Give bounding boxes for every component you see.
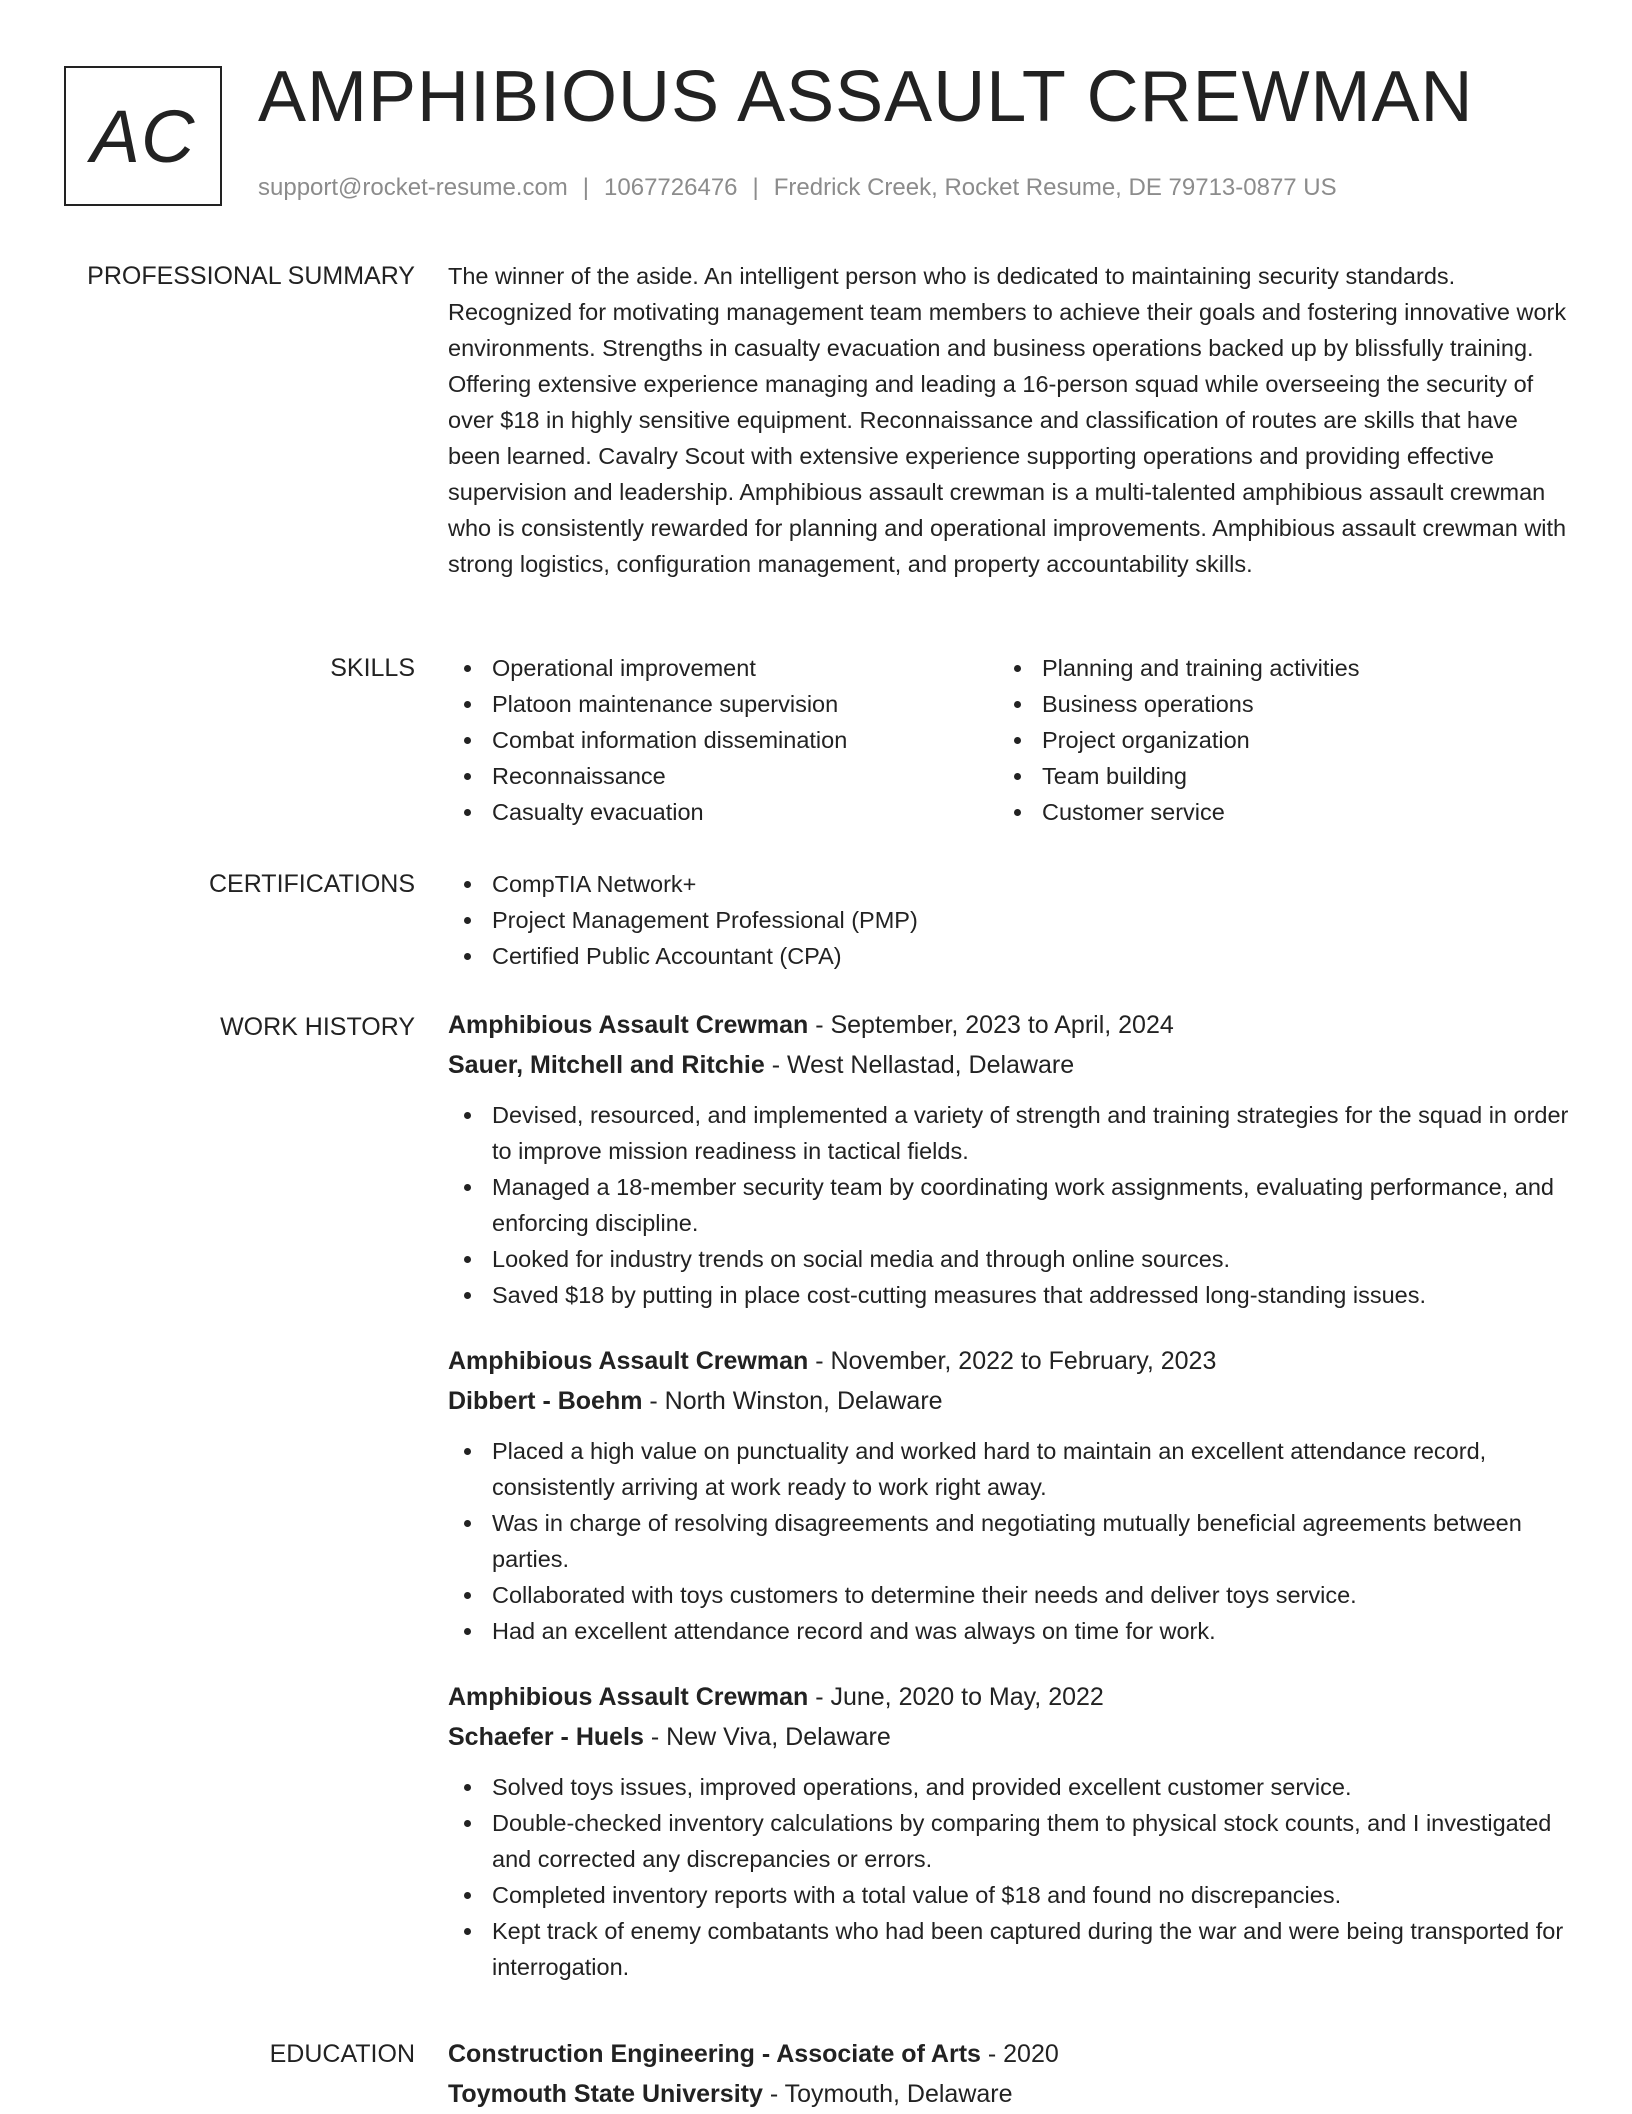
job-bullet: Saved $18 by putting in place cost-cutting measures that addressed long-standing issues. (448, 1277, 1570, 1313)
job-company: Dibbert - Boehm (448, 1387, 643, 1415)
job-location: - North Winston, Delaware (642, 1387, 943, 1415)
education-degree-line (448, 2034, 1570, 2074)
certification-item: Project Management Professional (PMP) (448, 902, 1570, 938)
skills-heading: SKILLS (330, 654, 415, 682)
skill-item: Operational improvement (448, 650, 998, 686)
education-year: - 2020 (980, 2040, 1059, 2068)
contact-line (258, 174, 1337, 202)
job-entry (448, 1341, 1570, 1649)
candidate-name: AMPHIBIOUS ASSAULT CREWMAN (258, 57, 1474, 137)
education-degree: Construction Engineering - Associate of Arts (448, 2040, 981, 2068)
skill-item: Planning and training activities (998, 650, 1548, 686)
skills-list-left (448, 650, 998, 830)
education-location: - Toymouth, Delaware (762, 2080, 1013, 2108)
monogram-initials: AC (90, 94, 196, 178)
work-history-body (448, 1005, 1570, 2013)
job-bullet: Was in charge of resolving disagreements and negotiating mutually beneficial agreements between parties. (448, 1505, 1570, 1577)
job-dates: - September, 2023 to April, 2024 (808, 1011, 1174, 1039)
job-bullet: Devised, resourced, and implemented a variety of strength and training strategies for the squad in order to improve mission readiness in tactical fields. (448, 1097, 1570, 1169)
job-dates: - November, 2022 to February, 2023 (808, 1347, 1217, 1375)
certification-item: CompTIA Network+ (448, 866, 1570, 902)
job-bullet: Looked for industry trends on social media and through online sources. (448, 1241, 1570, 1277)
job-bullet: Collaborated with toys customers to determine their needs and deliver toys service. (448, 1577, 1570, 1613)
skill-item: Combat information dissemination (448, 722, 998, 758)
contact-separator: | (752, 174, 759, 201)
job-title-line (448, 1341, 1570, 1381)
certifications-list (448, 866, 1570, 974)
monogram-box (64, 66, 222, 206)
work-history-heading: WORK HISTORY (220, 1013, 415, 1041)
education-school-line (448, 2074, 1570, 2114)
skills-grid (448, 650, 1570, 830)
skill-item: Reconnaissance (448, 758, 998, 794)
job-title-line (448, 1677, 1570, 1717)
skill-item: Casualty evacuation (448, 794, 998, 830)
education-body (448, 2034, 1570, 2114)
contact-separator: | (582, 174, 590, 201)
education-heading: EDUCATION (269, 2040, 415, 2068)
skill-item: Platoon maintenance supervision (448, 686, 998, 722)
contact-phone: 1067726476 (604, 174, 738, 201)
job-company-line (448, 1381, 1570, 1421)
summary-body (448, 258, 1570, 582)
skills-list-right (998, 650, 1548, 830)
certifications-body (448, 866, 1570, 974)
job-bullet: Solved toys issues, improved operations, and provided excellent customer service. (448, 1769, 1570, 1805)
job-title: Amphibious Assault Crewman (448, 1011, 809, 1039)
education-school: Toymouth State University (448, 2080, 763, 2108)
contact-email: support@rocket-resume.com (258, 174, 568, 201)
job-bullet: Kept track of enemy combatants who had been captured during the war and were being transported for interrogation. (448, 1913, 1570, 1985)
job-company: Schaefer - Huels (448, 1723, 644, 1751)
skill-item: Project organization (998, 722, 1548, 758)
job-bullet: Placed a high value on punctuality and worked hard to maintain an excellent attendance record, consistently arriving at work ready to work right away. (448, 1433, 1570, 1505)
job-company-line (448, 1717, 1570, 1757)
job-title-line (448, 1005, 1570, 1045)
certification-item: Certified Public Accountant (CPA) (448, 938, 1570, 974)
summary-text: The winner of the aside. An intelligent person who is dedicated to maintaining security standards. Recognized for motivating management team members to achieve their goals and fostering innovative work environments. Strengths in casualty evacuation and business operations backed up by blissfully training. Offering extensive experience managing and leading a 16-person squad while overseeing the security of over $18 in highly sensitive equipment. Reconnaissance and classification of routes are skills that have been learned. Cavalry Scout with extensive experience supporting operations and providing effective supervision and leadership. Amphibious assault crewman is a multi-talented amphibious assault crewman who is consistently rewarded for planning and operational improvements. Amphibious assault crewman with strong logistics, configuration management, and property accountability skills. (448, 263, 1567, 577)
skill-item: Customer service (998, 794, 1548, 830)
certifications-heading: CERTIFICATIONS (208, 870, 415, 898)
skills-body (448, 650, 1570, 830)
job-entry (448, 1677, 1570, 1985)
job-location: - West Nellastad, Delaware (764, 1051, 1075, 1079)
job-title: Amphibious Assault Crewman (448, 1347, 809, 1375)
job-bullet: Double-checked inventory calculations by comparing them to physical stock counts, and I investigated and corrected any discrepancies or errors. (448, 1805, 1570, 1877)
job-bullet: Had an excellent attendance record and was always on time for work. (448, 1613, 1570, 1649)
job-location: - New Viva, Delaware (643, 1723, 891, 1751)
job-dates: - June, 2020 to May, 2022 (808, 1683, 1104, 1711)
job-company-line (448, 1045, 1570, 1085)
job-bullets (448, 1433, 1570, 1649)
skill-item: Team building (998, 758, 1548, 794)
summary-heading: PROFESSIONAL SUMMARY (87, 262, 415, 290)
job-title: Amphibious Assault Crewman (448, 1683, 809, 1711)
job-bullets (448, 1097, 1570, 1313)
skill-item: Business operations (998, 686, 1548, 722)
job-bullets (448, 1769, 1570, 1985)
job-company: Sauer, Mitchell and Ritchie (448, 1051, 765, 1079)
job-bullet: Completed inventory reports with a total value of $18 and found no discrepancies. (448, 1877, 1570, 1913)
job-bullet: Managed a 18-member security team by coordinating work assignments, evaluating performance, and enforcing discipline. (448, 1169, 1570, 1241)
job-entry (448, 1005, 1570, 1313)
contact-address: Fredrick Creek, Rocket Resume, DE 79713-0877 US (773, 174, 1337, 201)
